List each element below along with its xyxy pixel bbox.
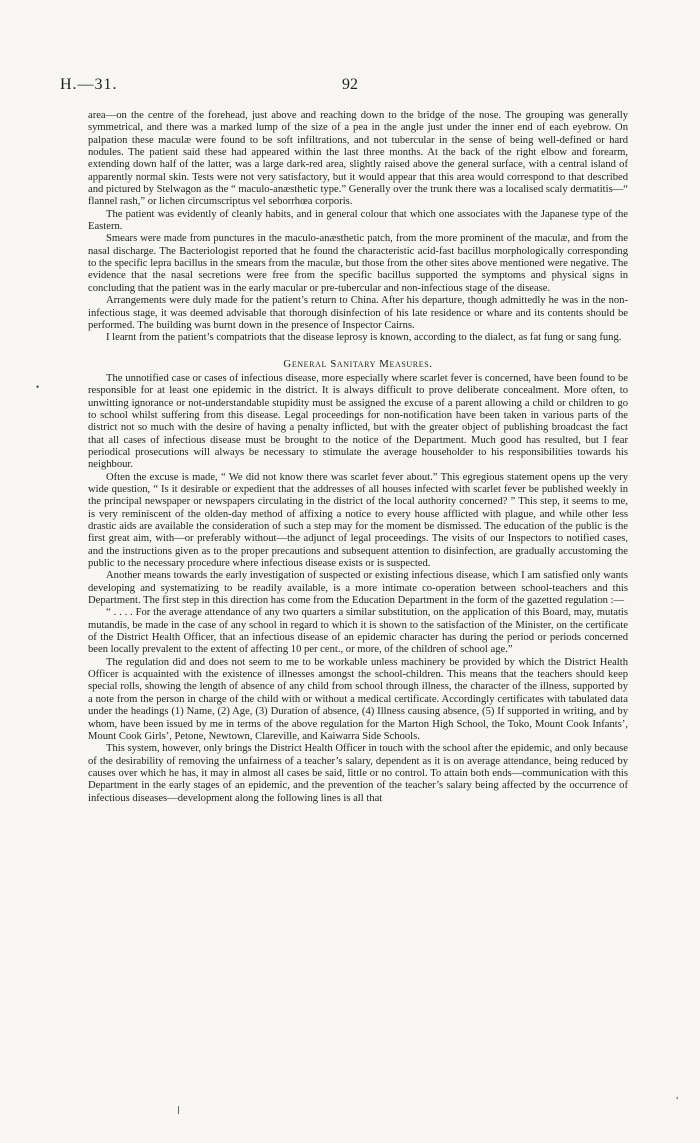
paragraph: area—on the centre of the forehead, just above and reaching down to the bridge of the nose. The grouping was generally symmetrical, and there was a marked lump of the size of a pea in the angle just under the inner end of each eyebrow. On palpation these maculæ were found to be soft infiltrations, and not tubercular in the sense of being well-defined or hard nodules. The patient said these had appeared within the last three months. At the back of the right elbow and forearm, extending down half of the latter, was a large dark-red area, slightly raised above the general surface, with a central island of apparently normal skin. Tests were not very satisfactory, but it would appear that this area would correspond to that described and pictured by Stelwagon as the “ maculo-anæsthetic type.” Generally over the trunk there was a localised scaly dermatitis—“ flannel rash,” or lichen circumscriptus vel seborrhœa corporis. xyxy=(88,110,628,208)
report-reference: H.—31. xyxy=(60,76,118,93)
margin-mark: • xyxy=(36,382,40,392)
margin-mark: , xyxy=(676,1090,679,1101)
print-mark xyxy=(178,1106,179,1114)
body-text xyxy=(88,110,628,805)
paragraph: Another means towards the early investigation of suspected or existing infectious disease, which I am satisfied only wants developing and systematizing to be readily available, is a more intimate co-operation between school-teachers and this Department. The first step in this direction has come from the Education Department in the form of the gazetted regulation :— xyxy=(88,570,628,607)
section-heading: General Sanitary Measures. xyxy=(283,357,433,370)
paragraph: The patient was evidently of cleanly habits, and in general colour that which one associates with the Japanese type of the Eastern. xyxy=(88,208,628,233)
page-number: 92 xyxy=(342,76,358,93)
paragraph: The regulation did and does not seem to me to be workable unless machinery be provided by which the District Health Officer is acquainted with the existence of illnesses amongst the school-children. This means that the teachers should keep special rolls, showing the length of absence of any child from school through illness, the character of the illness, supported by a note from the person in charge of the child with or without a medical certificate. Accordingly certificates with tabulated data under the headings (1) Name, (2) Age, (3) Duration of absence, (4) Illness causing absence, (5) If supported in writing, and by whom, have been issued by me in terms of the above regulation for the Marton High School, the Toko, Mount Cook Infants’, Mount Cook Girls’, Petone, Newtown, Clareville, and Kaiwarra Side Schools. xyxy=(88,656,628,742)
paragraph: This system, however, only brings the District Health Officer in touch with the school after the epidemic, and only because of the desirability of removing the unfairness of a teacher’s salary, dependent as it is on average attendance, being reduced by causes over which he has, it may in almost all cases be said, little or no control. To attain both ends—communication with this Department in the early stages of an epidemic, and the prevention of the teacher’s salary being affected by the occurrence of infectious diseases—development along the following lines is all that xyxy=(88,743,628,804)
paragraph: Often the excuse is made, “ We did not know there was scarlet fever about.” This egregious statement opens up the very wide question, “ Is it desirable or expedient that the addresses of all houses infected with scarlet fever be published weekly in the principal newspaper or newspapers circulating in the district of the local authority concerned? ” This step, it seems to me, is very reminiscent of the olden-day method of affixing a notice to every house afflicted with plague, and while other less drastic aids are available the consideration of such a step may for the moment be dismissed. The education of the public is the first great aim, with—or preferably without—the adjunct of legal proceedings. The visits of our Inspectors to notified cases, and the instructions given as to the proper precautions and subsequent attention to disinfection, are gradually accustoming the public to the necessary procedure where infectious disease exists or is suspected. xyxy=(88,471,628,570)
paragraph: Smears were made from punctures in the maculo-anæsthetic patch, from the more prominent of the maculæ, and from the nasal discharge. The Bacteriologist reported that he found the characteristic acid-fast bacillus morphologically corresponding to the specific lepra bacillus in the smears from the maculæ, but those from the other sites above mentioned were negative. The evidence that the nasal secretions were free from the specific bacillus supported the symptoms and physical signs in concluding that the patient was in the early macular or pre-tubercular and non-infectious stage of the disease. xyxy=(88,233,628,294)
paragraph: Arrangements were duly made for the patient’s return to China. After his departure, though admittedly he was in the non-infectious stage, it was deemed advisable that thorough disinfection of his late residence or whare and its contents should be performed. The building was burnt down in the presence of Inspector Cairns. xyxy=(88,295,628,331)
paragraph: The unnotified case or cases of infectious disease, more especially where scarlet fever is concerned, have been found to be responsible for at least one epidemic in the district. It is always difficult to prove deliberate concealment. More often, to unwitting ignorance or not-understandable stupidity must be assigned the excuse of a parent allowing a child or children to go to school whilst suffering from this disease. Legal proceedings for non-notification have been taken in various parts of the district not so much with the desire of having a penalty inflicted, but with the greater object of publishing broadcast the fact that all cases of infectious disease must be brought to the notice of the Department. Much good has resulted, but I fear periodical prosecutions will always be necessary to stimulate the average householder to his responsibilities towards his neighbour. xyxy=(88,372,628,471)
paragraph: I learnt from the patient’s compatriots that the disease leprosy is known, according to the dialect, as fat fung or sang fung. xyxy=(106,332,622,344)
quoted-regulation: “ . . . . For the average attendance of any two quarters a similar substitution, on the application of this Board, may, mutatis mutandis, be made in the case of any school in regard to which it is shown to the satisfaction of the Minister, on the certificate of the District Health Officer, that an infectious disease of an epidemic character has during the period or periods concerned been locally prevalent to the extent of affecting 10 per cent., or more, of the children of school age.” xyxy=(88,607,628,656)
